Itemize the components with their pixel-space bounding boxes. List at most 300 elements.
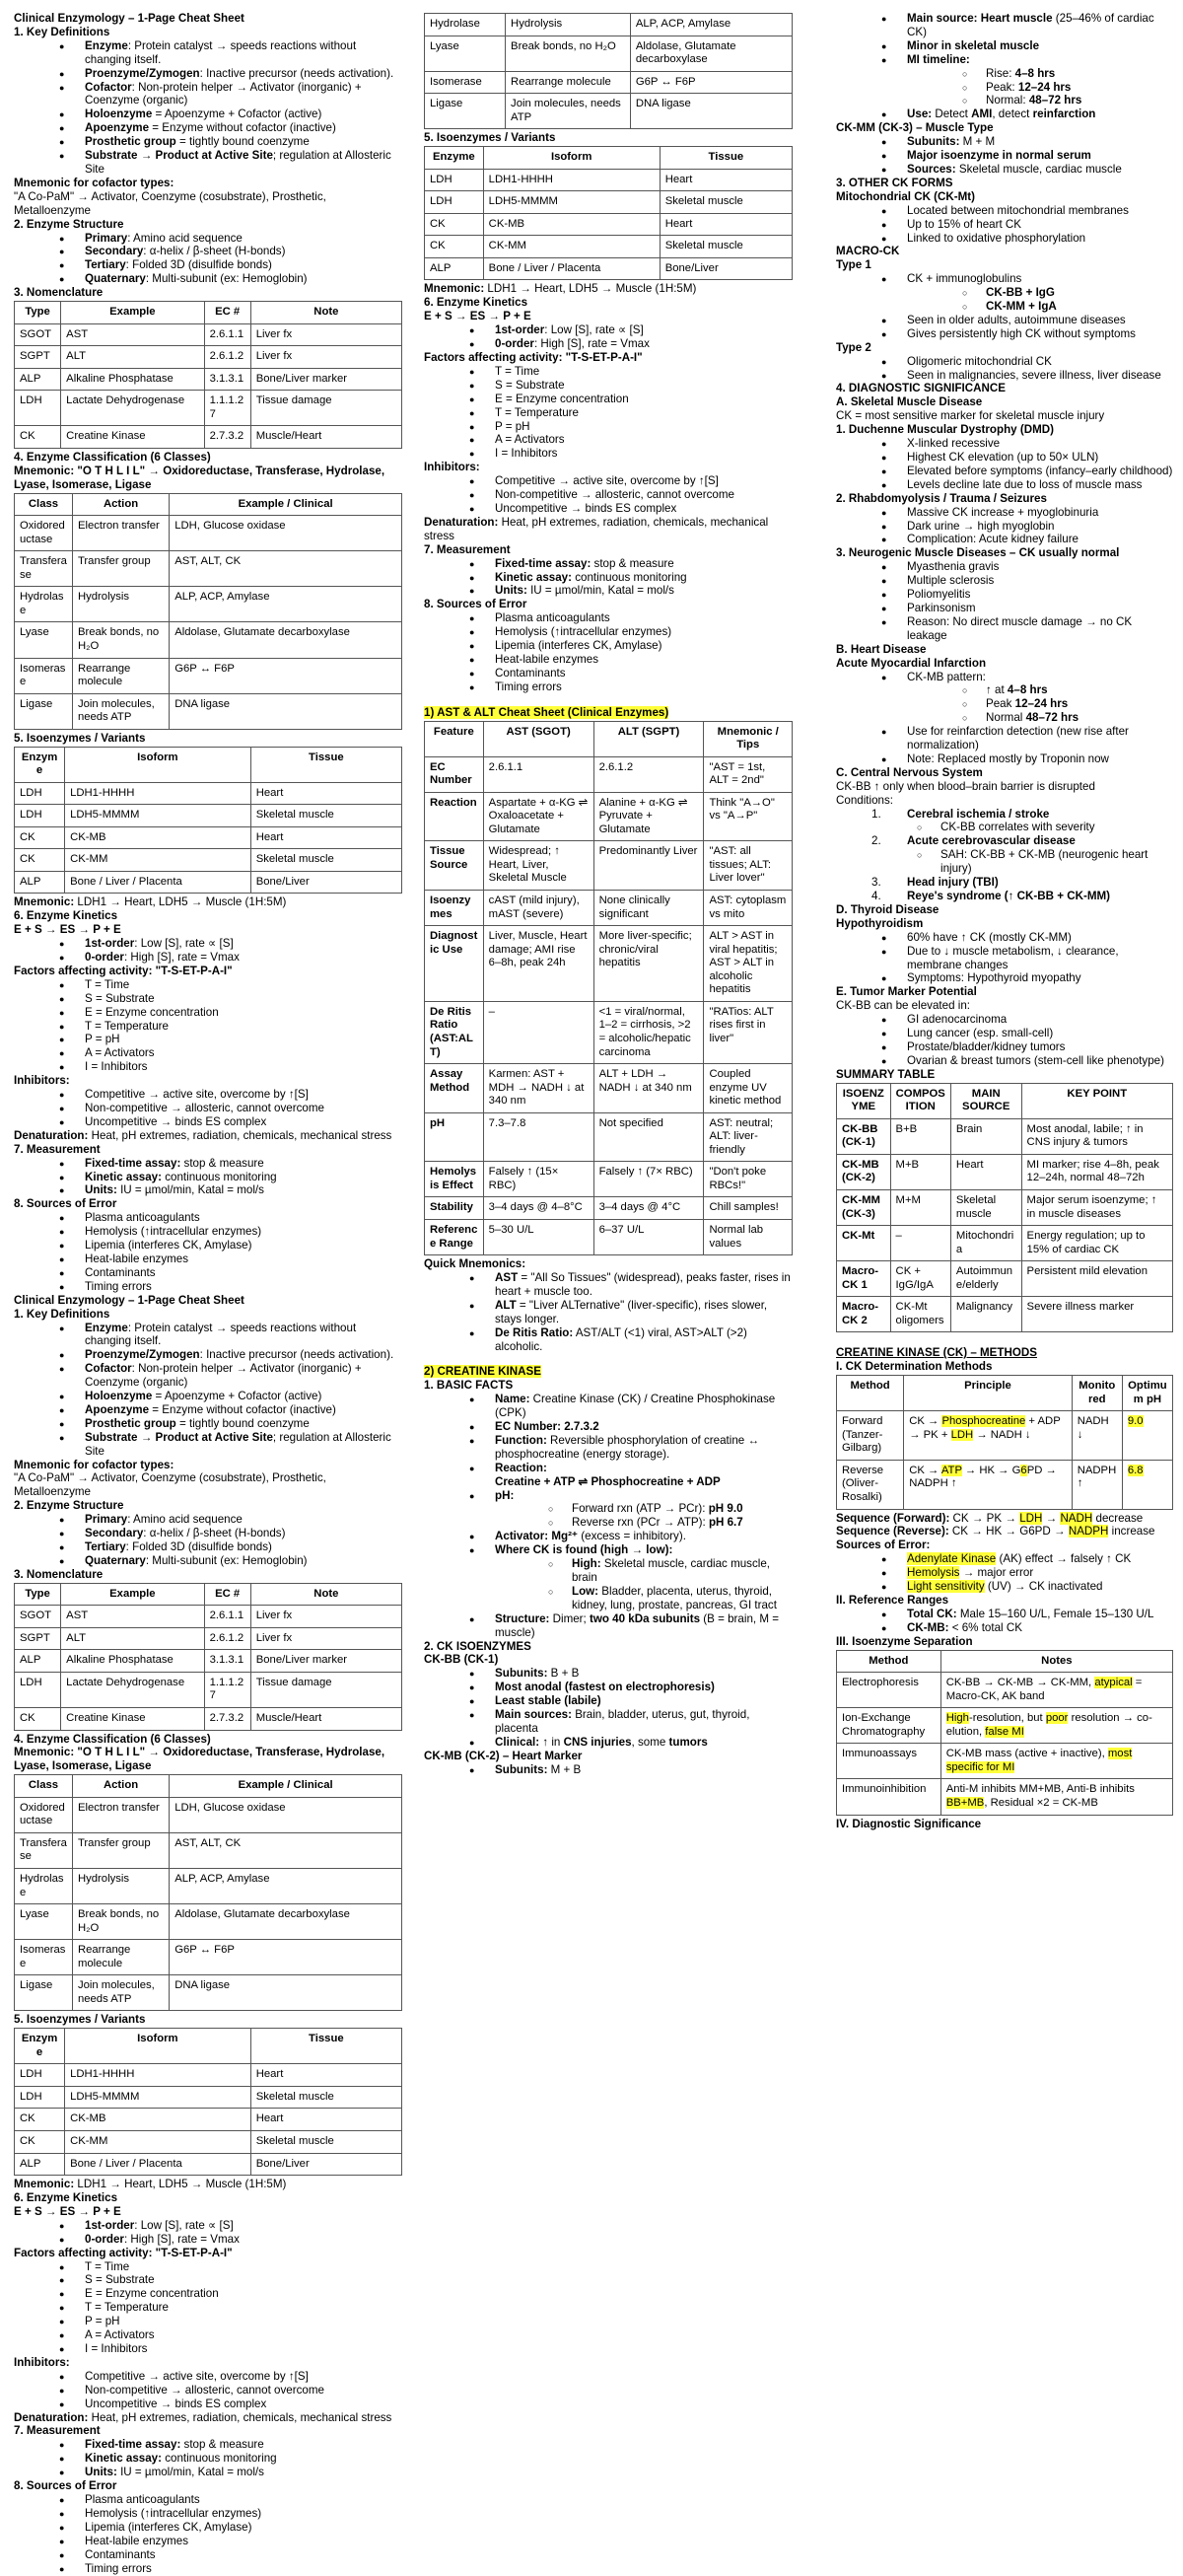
error-source-text: Plasma anticoagulants (85, 1211, 200, 1225)
definition-text: = Apoenzyme + Cofactor (active) (152, 107, 322, 121)
separation-cell (940, 1673, 1172, 1708)
ck-mm-bold: Subunits: (907, 135, 960, 149)
classification-table-header-cell: Action (72, 493, 169, 516)
isoenzyme-table-header-cell: Enzyme (425, 147, 484, 170)
classification-table-cell: G6P ↔ F6P (170, 658, 402, 693)
ck-mm-bold: Major isoenzyme in normal serum (907, 149, 1091, 163)
quick-mnemonic-bold: AST (495, 1270, 519, 1284)
ck-mt-item (907, 204, 1173, 218)
ami-sub-value: 48–72 hrs (1025, 711, 1079, 725)
structure-item (85, 1513, 402, 1527)
kinetics-bold: 1st-order (85, 2218, 135, 2232)
skeletal-muscle-text (836, 409, 1173, 423)
ck-mb-timeline-item (986, 94, 1173, 107)
section-sources-error: 8. Sources of Error (424, 598, 527, 611)
quick-mnemonics-heading: Quick Mnemonics: (424, 1257, 526, 1271)
ck-mb-item (907, 107, 1173, 121)
mnemonic-text (14, 190, 402, 218)
ck-bb-item (495, 1681, 793, 1694)
isoenzyme-table-cell: CK-MB (65, 2109, 251, 2131)
ck-fact-bold: two 40 kDa subunits (589, 1611, 701, 1625)
error-source (14, 1211, 402, 1293)
nomenclature-table-row (15, 368, 402, 391)
factor-text: T = Temperature (85, 1019, 169, 1033)
cns-sub-item (940, 821, 1173, 834)
definition-item (85, 135, 402, 149)
separation-row (837, 1673, 1173, 1708)
summary-table-header-cell: KEY POINT (1021, 1083, 1172, 1118)
isoenzyme-table-row (425, 257, 793, 280)
measurement-bold: Fixed-time assay: (85, 2438, 181, 2452)
measurement-item (85, 1157, 402, 1171)
classification-table-cell: AST, ALT, CK (170, 1832, 402, 1868)
ami-sub-text: Peak (986, 697, 1015, 711)
methods-table (836, 1375, 1173, 1509)
dmd-item (907, 465, 1173, 478)
factors-heading: Factors affecting activity: "T-S-ET-P-A-I" (14, 964, 233, 977)
classification-table-cell: G6P ↔ F6P (170, 1940, 402, 1975)
cns-item (871, 890, 1173, 903)
nomenclature-table-cell: AST (61, 323, 204, 346)
measurement-item (85, 1183, 402, 1197)
definition-text: ; regulation at Allosteric Site (85, 1430, 391, 1458)
error-source-text: Plasma anticoagulants (85, 2492, 200, 2506)
rhabdo-text: Dark urine → high myoglobin (907, 519, 1055, 533)
neurogenic-text: Myasthenia gravis (907, 560, 1000, 574)
cns-item (871, 834, 1173, 876)
measurement-text: continuous monitoring (161, 1170, 277, 1183)
ck-ph-text: Reverse rxn (PCr → ATP): (572, 1516, 709, 1530)
nomenclature-table-cell: SGOT (15, 323, 61, 346)
structure-bold: Primary (85, 231, 128, 245)
classification-table-header (15, 493, 402, 516)
seq-label: Sequence (Reverse): (836, 1525, 949, 1538)
cns-number: 1. (871, 807, 881, 821)
ck-bb-label: Subunits: (495, 1667, 548, 1681)
separation-row (837, 1708, 1173, 1744)
ck-bb-bold: tumors (668, 1735, 708, 1749)
timeline-value: 4–8 hrs (1014, 66, 1056, 80)
ck-fact (495, 1434, 793, 1462)
ck-fact (495, 1489, 793, 1531)
kinetics-equation: E + S → ES → P + E (14, 923, 121, 937)
isoenzyme-table-cell: LDH5-MMMM (65, 805, 251, 827)
ck-mb-item (907, 53, 1173, 108)
denaturation-text (424, 516, 793, 543)
ck-fact (495, 1462, 793, 1489)
summary-table-cell: – (890, 1226, 950, 1261)
ck-mm (836, 135, 1173, 177)
cns-text (836, 780, 1173, 794)
error-source-text: Contaminants (85, 1265, 156, 1279)
rhabdo-item (907, 520, 1173, 534)
ast-alt-table-cell: Falsely ↑ (15× RBC) (483, 1162, 593, 1197)
isoenzyme-table-cell: CK-MB (65, 826, 251, 849)
isoenzyme-table-cell: Bone / Liver / Placenta (483, 257, 660, 280)
neurogenic-text: Multiple sclerosis (907, 574, 995, 588)
denaturation-label: Denaturation: (424, 515, 499, 529)
definition-item (85, 67, 402, 81)
factor-item (85, 1006, 402, 1020)
principle-highlight: 6 (1020, 1464, 1027, 1476)
isoenzyme-table-header-cell: Isoform (483, 147, 660, 170)
isoenzyme-table-row (425, 213, 793, 236)
structure-item (85, 1554, 402, 1568)
ast-alt-table (424, 721, 793, 1256)
rhabdo-text: Massive CK increase + myoglobinuria (907, 505, 1099, 519)
dmd-heading: 1. Duchenne Muscular Dystrophy (DMD) (836, 423, 1054, 437)
summary-table-cell: Most anodal, labile; ↑ in CNS injury & tumors (1021, 1118, 1172, 1154)
classification-table-header-cell: Example / Clinical (170, 1775, 402, 1798)
hypothyroid-text: 60% have ↑ CK (mostly CK-MM) (907, 930, 1072, 944)
measurement-text: IU = µmol/min, Katal = mol/s (116, 1183, 264, 1197)
rhabdo-heading: 2. Rhabdomyolysis / Trauma / Seizures (836, 491, 1047, 505)
definition-bold: Enzyme (85, 38, 128, 52)
reference-range-bold: Total CK: (907, 1607, 957, 1620)
nomenclature-table-cell: ALP (15, 1650, 61, 1673)
quick-mnemonic-bold: De Ritis Ratio: (495, 1325, 574, 1339)
error-source-item (495, 680, 793, 694)
section-nomenclature: 3. Nomenclature (14, 286, 104, 300)
sep-text: Anti-M inhibits MM+MB, Anti-B inhibits (945, 1783, 1135, 1796)
ck-mb-label: Subunits: (495, 1762, 548, 1776)
hypothyroid-text: Due to ↓ muscle metabolism, ↓ clearance, membrane changes (907, 944, 1119, 971)
ast-alt-table-cell: ALT + LDH → NADH ↓ at 340 nm (593, 1064, 704, 1113)
structure-item (85, 1527, 402, 1540)
ck-mm-heading: CK-MM (CK-3) – Muscle Type (836, 121, 994, 135)
separation-cell (940, 1779, 1172, 1815)
macro-type1-item (907, 314, 1173, 327)
macro-type1-sub-text: CK-BB + IgG (986, 286, 1055, 300)
ck-mb-heading: CK-MB (CK-2) – Heart Marker (424, 1749, 583, 1762)
denaturation-label: Denaturation: (14, 1128, 89, 1142)
macro-type2-text: Seen in malignancies, severe illness, liver disease (907, 368, 1161, 382)
ast-alt-table-cell: 2.6.1.2 (593, 756, 704, 792)
error-source-text: Timing errors (495, 680, 562, 693)
reference-ranges-heading: II. Reference Ranges (836, 1593, 949, 1607)
quick-mnemonic (424, 1271, 793, 1353)
ph-highlight: 6.8 (1127, 1464, 1144, 1476)
ast-alt-table-header-cell: Feature (425, 721, 484, 756)
ck-ph-item (572, 1516, 793, 1530)
isoenzyme-table-row (15, 2064, 402, 2087)
section-key-definitions: 1. Key Definitions (14, 25, 110, 38)
factor-item (495, 365, 793, 379)
definition-text: : Protein catalyst → speeds reactions without changing itself. (85, 38, 357, 66)
measurement-item (495, 571, 793, 585)
neurogenic-item (907, 560, 1173, 574)
ck-mb-timeline-item (986, 67, 1173, 81)
macro-type1-heading: Type 1 (836, 258, 871, 272)
ami-item (907, 752, 1173, 766)
measurement (14, 1157, 402, 1198)
ast-alt-table-cell: 5–30 U/L (483, 1219, 593, 1254)
error-highlight: Hemolysis (907, 1566, 960, 1580)
ast-alt-table-row (425, 792, 793, 841)
neurogenic-heading: 3. Neurogenic Muscle Diseases – CK usually normal (836, 546, 1120, 560)
sequence-reverse (836, 1525, 1173, 1538)
nomenclature-table-header-cell: Note (250, 302, 401, 324)
sep-text: , Residual ×2 = CK-MB (984, 1796, 1098, 1809)
cns-list (836, 808, 1173, 903)
isoenzyme-table-header-cell: Tissue (660, 147, 792, 170)
reference-range-text: < 6% total CK (948, 1620, 1022, 1634)
classification-table-cell: Electron transfer (72, 516, 169, 551)
kinetics (14, 2219, 402, 2247)
isoenzyme-table-cell: Heart (660, 169, 792, 191)
error-source-text: Heat-labile enzymes (85, 1252, 189, 1265)
inhibitor-item (495, 474, 793, 488)
macro-type2-heading: Type 2 (836, 340, 871, 354)
column-middle (424, 12, 793, 1945)
inhibitor-text: Competitive → active site, overcome by ↑[S] (495, 474, 719, 488)
isoenzyme-table-row (15, 849, 402, 872)
sep-text: = Macro-CK, AK band (945, 1677, 1143, 1702)
ck-mt (836, 204, 1173, 246)
summary-table-cell: M+M (890, 1189, 950, 1225)
summary-table-cell: CK-MM (CK-3) (837, 1189, 891, 1225)
inhibitors-heading: Inhibitors: (14, 2355, 70, 2369)
classification-table-row (15, 1940, 402, 1975)
isoenzyme-table-row (15, 782, 402, 805)
nomenclature-table-cell: Creatine Kinase (61, 1708, 204, 1731)
methods-header-cell: Method (837, 1376, 904, 1411)
error-source-item (85, 1266, 402, 1280)
summary-table-header-cell: MAIN SOURCE (950, 1083, 1021, 1118)
tumor-text: GI adenocarcinoma (907, 1013, 1008, 1027)
separation-header (837, 1650, 1173, 1673)
definition-bold: Holoenzyme (85, 1390, 153, 1403)
ast-alt-table-header-cell: Mnemonic / Tips (704, 721, 793, 756)
isoenzyme-table-cell: Skeletal muscle (250, 2131, 401, 2154)
ck-mt-item (907, 218, 1173, 232)
nomenclature-table-header (15, 1583, 402, 1606)
ami-heading: Acute Myocardial Infarction (836, 656, 987, 670)
structure-item (85, 1540, 402, 1554)
tumor-heading: E. Tumor Marker Potential (836, 985, 977, 999)
summary-table-cell: Macro-CK 2 (837, 1297, 891, 1332)
classification-table-header-cell: Class (15, 1775, 73, 1798)
cns-heading: C. Central Nervous System (836, 765, 983, 779)
doc-title: Clinical Enzymology – 1-Page Cheat Sheet (14, 12, 244, 25)
ck-bb-label: Main sources: (495, 1708, 572, 1722)
denaturation-body: Heat, pH extremes, radiation, chemicals, mechanical stress (88, 2410, 392, 2424)
ck-mt-text: Located between mitochondrial membranes (907, 203, 1129, 217)
ast-alt-title (424, 706, 793, 720)
ck-bb-item (495, 1694, 793, 1708)
denaturation-body: Heat, pH extremes, radiation, chemicals, mechanical stress (424, 515, 769, 542)
ck-where-item (572, 1557, 793, 1585)
isoenzyme-table-cell: CK-MM (483, 236, 660, 258)
definition-item (85, 1362, 402, 1390)
structure-item (85, 258, 402, 272)
classification-table-cell: ALP, ACP, Amylase (170, 587, 402, 622)
inhibitors-heading: Inhibitors: (14, 1074, 70, 1088)
summary-table-cell: Skeletal muscle (950, 1189, 1021, 1225)
summary-table-cell: M+B (890, 1154, 950, 1189)
rhabdo (836, 506, 1173, 547)
section-isoenzymes: 5. Isoenzymes / Variants (14, 2013, 146, 2027)
classification-table-cell: Lyase (15, 622, 73, 658)
definition-text: = Apoenzyme + Cofactor (active) (152, 1390, 322, 1403)
ast-alt-title-text: 1) AST & ALT Cheat Sheet (Clinical Enzymes) (424, 705, 669, 719)
definition-bold: Substrate → Product at Active Site (85, 149, 273, 163)
inhibitor-text: Uncompetitive → binds ES complex (85, 2397, 267, 2410)
inhibitor-text: Non-competitive → allosteric, cannot overcome (85, 1102, 324, 1115)
definition-item (85, 1390, 402, 1403)
ast-alt-table-cell: cAST (mild injury), mAST (severe) (483, 891, 593, 926)
error-source-item (85, 1280, 402, 1294)
inhibitor-item (495, 488, 793, 502)
macro-type1-sub (907, 286, 1173, 314)
definition-bold: Cofactor (85, 80, 132, 94)
classification-table-row (15, 1869, 402, 1904)
isoenzyme-table-header (15, 2029, 402, 2064)
classification-table-cell: Oxidoreductase (15, 1797, 73, 1832)
isoenzyme-table-row (15, 2086, 402, 2109)
isoenzyme-table-cell: CK (15, 826, 65, 849)
ck-where-item (572, 1585, 793, 1612)
timeline-value: 48–72 hrs (1028, 94, 1082, 107)
ck-mb-item (907, 39, 1173, 53)
measurement-bold: Units: (495, 584, 527, 598)
nomenclature-table-cell: Bone/Liver marker (250, 1650, 401, 1673)
heart-disease-heading: B. Heart Disease (836, 642, 927, 656)
isoenzyme-table-cell: ALP (15, 2153, 65, 2176)
ami-sub-text: ↑ at (986, 683, 1008, 697)
neurogenic-item (907, 602, 1173, 615)
measurement-bold: Units: (85, 1183, 117, 1197)
principle-highlight: ATP (940, 1464, 962, 1476)
inhibitors-heading: Inhibitors: (424, 461, 480, 474)
summary-table-row (837, 1118, 1173, 1154)
ast-alt-table-cell: Chill samples! (704, 1197, 793, 1220)
definition-text: : Protein catalyst → speeds reactions without changing itself. (85, 1321, 357, 1348)
nomenclature-table-cell: 2.7.3.2 (204, 1708, 250, 1731)
sep-highlight: most specific for MI (945, 1748, 1133, 1773)
isoenzyme-table-cell: ALP (425, 257, 484, 280)
ck-fact-label: Activator: Mg²⁺ (495, 1530, 579, 1543)
sep-text: CK-MB mass (active + inactive), (945, 1748, 1108, 1760)
structure-bold: Quaternary (85, 1553, 146, 1567)
timeline-text: Rise: (986, 66, 1015, 80)
nomenclature-table-cell: Alkaline Phosphatase (61, 1650, 204, 1673)
classification-table-cont-row (425, 14, 793, 36)
error-source-text: Lipemia (interferes CK, Amylase) (495, 639, 662, 653)
ck-mb-timeline-item (986, 81, 1173, 95)
classification-table-row (15, 1904, 402, 1940)
rhabdo-item (907, 506, 1173, 520)
classification-table-row (15, 516, 402, 551)
error-source-item (495, 653, 793, 667)
classification-table-header-cell: Example / Clinical (170, 493, 402, 516)
isoenzyme-table-cell: LDH (15, 2064, 65, 2087)
factor-item (85, 2260, 402, 2274)
ast-alt-table-row (425, 1197, 793, 1220)
ph-highlight: 9.0 (1127, 1415, 1144, 1428)
nomenclature-table-cell: Tissue damage (250, 1672, 401, 1707)
factor-text: E = Enzyme concentration (85, 1005, 219, 1019)
error-source-item (495, 667, 793, 680)
hypothyroid (836, 931, 1173, 986)
nomenclature-table-cell: CK (15, 426, 61, 449)
definition-text: = Enzyme without cofactor (inactive) (149, 1402, 336, 1416)
ast-alt-table-row (425, 891, 793, 926)
spacer (424, 694, 793, 706)
classification-table-cell: Oxidoreductase (15, 516, 73, 551)
ck-fact-label: Reaction: (495, 1461, 547, 1474)
ck-mt-text: Linked to oxidative phosphorylation (907, 231, 1086, 245)
definition-item (85, 149, 402, 177)
isoenzyme-table-header-cell: Tissue (250, 2029, 401, 2064)
ck-where-text: Bladder, placenta, uterus, thyroid, kidney, lung, prostate, pancreas, GI tract (572, 1584, 777, 1611)
nomenclature-table-cell: Liver fx (250, 1627, 401, 1650)
classification-table-row (15, 1797, 402, 1832)
ck-mb-bold: AMI (971, 107, 993, 121)
methods-row (837, 1460, 1173, 1509)
classification-table-cont-cell: Isomerase (425, 71, 506, 94)
reference-range-bold: CK-MB: (907, 1620, 949, 1634)
classification-table-cont-row (425, 36, 793, 71)
factor-text: S = Substrate (85, 991, 155, 1005)
ast-alt-table-cell: "RATios: ALT rises first in liver" (704, 1001, 793, 1063)
ast-alt-table-cell: AST: neutral; ALT: liver-friendly (704, 1112, 793, 1162)
seq-text: → (1042, 1511, 1061, 1525)
ast-alt-table-cell: 3–4 days @ 4–8°C (483, 1197, 593, 1220)
ck-where-label: Low: (572, 1584, 599, 1598)
ami-sub-item (986, 697, 1173, 711)
methods-cell: NADH ↓ (1072, 1411, 1122, 1461)
section-kinetics: 6. Enzyme Kinetics (14, 2191, 118, 2205)
kinetics-bold: 0-order (85, 951, 124, 965)
tumor-text: Prostate/bladder/kidney tumors (907, 1039, 1066, 1053)
kinetics-equation: E + S → ES → P + E (424, 310, 531, 323)
ck-mm-bold: Sources: (907, 162, 956, 176)
nomenclature-table-cell: 3.1.3.1 (204, 1650, 250, 1673)
factor-item (85, 1046, 402, 1060)
ck-basic-facts (424, 1393, 793, 1639)
isoenzyme-table-cell: ALP (15, 871, 65, 894)
ast-alt-table-header-cell: AST (SGOT) (483, 721, 593, 756)
error-source-item (85, 1252, 402, 1266)
cns-item-text: Reye's syndrome (↑ CK-BB + CK-MM) (907, 890, 1110, 902)
ck-reaction: Creatine + ATP ⇌ Phosphocreatine + ADP (495, 1474, 721, 1488)
ck-fact (495, 1543, 793, 1612)
dmd-item (907, 478, 1173, 492)
error-source-text: Hemolysis (↑intracellular enzymes) (85, 1225, 262, 1239)
structure-text: : α-helix / β-sheet (H-bonds) (143, 245, 286, 258)
quick-mnemonic-text: AST/ALT (<1) viral, AST>ALT (>2) alcoholic. (495, 1325, 747, 1353)
separation-cell (940, 1708, 1172, 1744)
separation-cell: Immunoassays (837, 1744, 941, 1779)
definition-item (85, 81, 402, 108)
isoenzyme-table-cell: CK-MM (65, 2131, 251, 2154)
hypothyroid-item (907, 945, 1173, 972)
factor-item (85, 978, 402, 992)
neurogenic (836, 560, 1173, 642)
macro-type2-item (907, 355, 1173, 369)
sep-highlight: atypical (1094, 1677, 1133, 1689)
isoenzyme-table-cell: Skeletal muscle (660, 236, 792, 258)
nomenclature-table-row (15, 323, 402, 346)
inhibitor-item (85, 2370, 402, 2384)
isoenzyme-mnemonic (14, 2178, 402, 2191)
definition-text: : Non-protein helper → Activator (inorganic) + Coenzyme (organic) (85, 1362, 362, 1390)
measurement-item (85, 2452, 402, 2466)
methods-cell (1122, 1411, 1172, 1461)
nomenclature-table-cell: SGPT (15, 346, 61, 369)
error-source-text: Timing errors (85, 1279, 152, 1293)
